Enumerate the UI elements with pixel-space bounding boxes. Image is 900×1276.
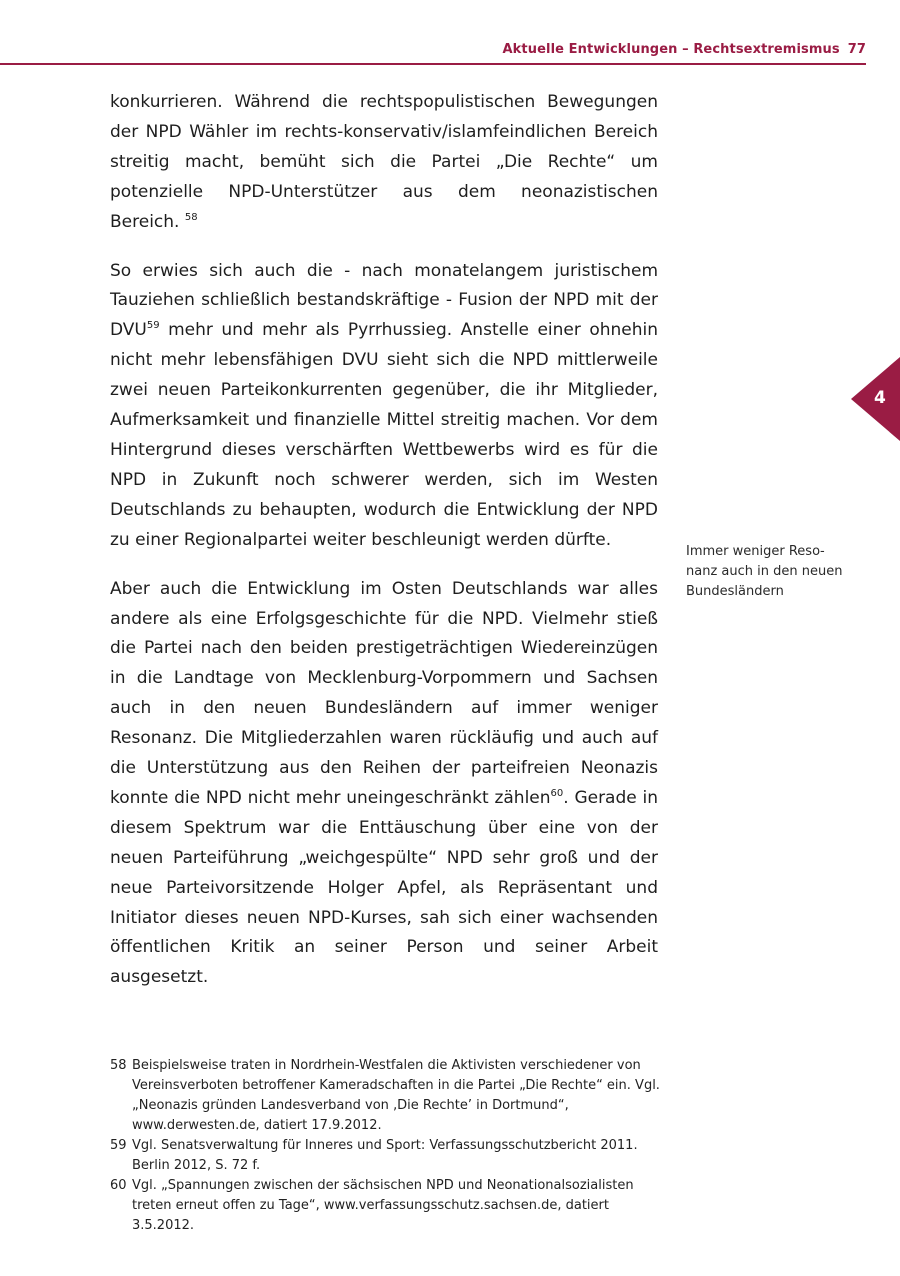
footnote-number: 60	[110, 1178, 127, 1193]
page-number: 77	[847, 42, 866, 57]
paragraph-2: So erwies sich auch die - nach monatelangem juristischem Tauziehen schließlich bestandskräftige - Fusion der NPD mit der DVU$^{59}$ mehr und mehr als Pyrrhussieg. Anstelle einer ohnehin nicht mehr lebensfähigen DVU sieht sich die NPD mittlerweile zwei neuen Parteikonkurrenten gegenüber, die ihr Mitglieder, Aufmerksamkeit und finanzielle Mittel streitig machen. Vor dem Hintergrund dieses verschärften Wettbewerbs wird es für die NPD in Zukunft noch schwerer werden, sich im Westen Deutschlands zu behaupten, wodurch die Entwicklung der NPD zu einer Regionalpartei weiter beschleunigt werden dürfte.	[110, 260, 658, 550]
footnote-58	[110, 1056, 670, 1136]
footnote-ref-59: 59	[146, 320, 160, 332]
footnote-number: 59	[110, 1138, 127, 1153]
paragraph-1: konkurrieren. Während die rechtspopulistischen Bewegungen der NPD Wähler im rechts-konservativ/islamfeindlichen Bereich streitig macht, bemüht sich die Partei „Die Rechte“ um potenzielle NPD-Unterstützer aus dem neonazistischen Bereich. $^{58}$	[110, 92, 658, 232]
paragraph-3: Aber auch die Entwicklung im Osten Deutschlands war alles andere als eine Erfolgsgeschichte für die NPD. Vielmehr stieß die Partei nach den beiden prestigeträchtigen Wiedereinzügen in die Landtage von Mecklenburg-Vorpommern und Sachsen auch in den neuen Bundesländern auf immer weniger Resonanz. Die Mitgliederzahlen waren rückläufig und auch auf die Unterstützung aus den Reihen der parteifreien Neonazis konnte die NPD nicht mehr uneingeschränkt zählen$^{60}$. Gerade in diesem Spektrum war die Enttäuschung über eine von der neuen Parteiführung „weichgespülte“ NPD sehr groß und der neue Parteivorsitzende Holger Apfel, als Repräsentant und Initiator dieses neuen NPD-Kurses, sah sich einer wachsenden öffentlichen Kritik an seiner Person und seiner Arbeit ausgesetzt.	[110, 578, 658, 988]
footnote-text: Vgl. „Spannungen zwischen der sächsischen NPD und Neonationalsozialisten treten erneut offen zu Tage“, www.verfassungsschutz.sachsen.de, datiert 3.5.2012.	[132, 1178, 634, 1233]
header-title: Aktuelle Entwicklungen – Rechtsextremismus	[502, 42, 840, 57]
footnote-text: Beispielsweise traten in Nordrhein-Westfalen die Aktivisten verschiedener von Vereinsverboten betroffener Kameradschaften in die Partei „Die Rechte“ ein. Vgl. „Neonazis gründen Landesverband von ‚Die Rechte’ in Dortmund“, www.derwesten.de, datiert 17.9.2012.	[132, 1058, 660, 1133]
chapter-number: 4	[874, 388, 886, 408]
header-rule	[0, 63, 866, 65]
footnote-ref-60: 60	[550, 787, 564, 799]
footnotes	[110, 1056, 670, 1236]
footnote-ref-58: 58	[184, 211, 198, 223]
footnote-number: 58	[110, 1058, 127, 1073]
footnote-60	[110, 1176, 670, 1236]
margin-note: Immer weniger Resonanz auch in den neuen Bundesländern	[686, 544, 843, 599]
running-header	[503, 42, 866, 57]
footnote-59	[110, 1136, 670, 1176]
footnote-text: Vgl. Senatsverwaltung für Inneres und Sport: Verfassungsschutzbericht 2011. Berlin 2012, S. 72 f.	[132, 1138, 638, 1173]
body-text	[110, 88, 658, 1012]
